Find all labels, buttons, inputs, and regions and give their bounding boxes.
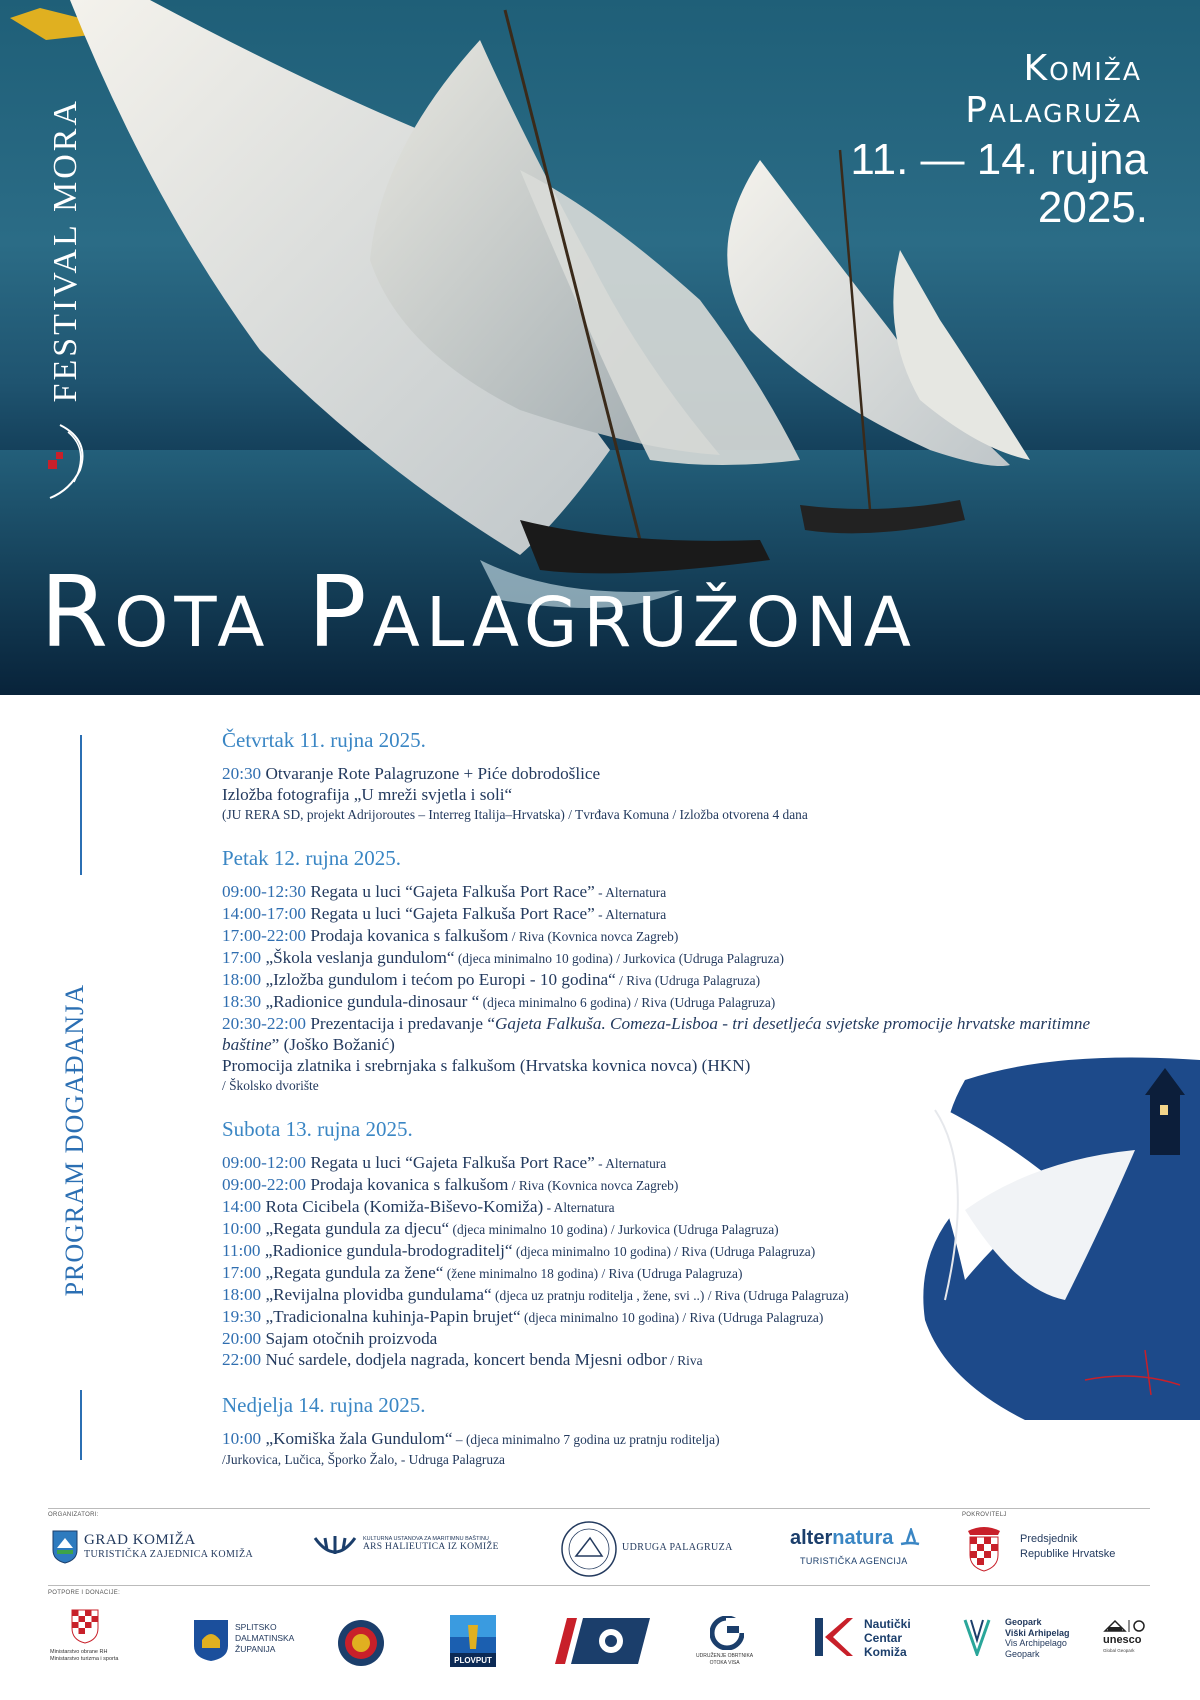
ministry-label: Ministarstvo obrane RH Ministarstvo turizma i sporta [50,1649,119,1662]
program-label: PROGRAM DOGAĐANJA [60,983,89,1297]
alternatura-sail-icon [899,1528,921,1546]
event-item: 14:00 Rota Cicibela (Komiža-Biševo-Komiža) - Alternatura [222,1197,615,1216]
udruga-palagruza-name: UDRUGA PALAGRUZA [622,1542,733,1553]
split-dalmatia-crest-icon [192,1618,230,1662]
location-heading: Komiža Palagruža [965,48,1142,131]
unesco-emblem-icon [1103,1619,1149,1633]
event-item: 20:00 Sajam otočnih proizvoda [222,1329,438,1348]
day-thursday [222,728,1122,824]
event-item: 17:00 „Škola veslanja gundulom“ (djeca minimalno 10 godina) / Jurkovica (Udruga Palagruza) [222,948,784,967]
day-title: Petak 12. rujna 2025. [222,846,402,870]
komiza-crest-icon [52,1530,78,1564]
event-note: /Jurkovica, Lučica, Šporko Žalo, - Udruga Palagruza [222,1452,505,1467]
event-item: Promocija zlatnika i srebrnjaka s falkušom (Hrvatska kovnica novca) (HKN) [222,1056,751,1075]
udruga-palagruza-emblem [560,1520,618,1578]
craftsmen-association-icon [710,1616,744,1650]
event-item: 19:30 „Tradicionalna kuhinja-Papin brujet“ (djeca minimalno 10 godina) / Riva (Udruga Palagruza) [222,1307,824,1326]
unesco-subtitle: Global Geopark [1103,1648,1135,1653]
croatia-crest-icon [70,1608,100,1644]
maritime-emblem-icon [336,1618,386,1668]
event-item: 18:00 „Izložba gundulom i tećom po Europi - 10 godina“ / Riva (Udruga Palagruza) [222,970,761,989]
event-item: 18:00 „Revijalna plovidba gundulama“ (djeca uz pratnju roditelja , žene, svi ..) / Riva (Udruga Palagruza) [222,1285,849,1304]
ars-halieutica-icon [312,1532,358,1562]
day-friday [222,846,1122,1095]
day-title: Četvrtak 11. rujna 2025. [222,728,426,752]
event-item: 20:30-22:00 Prezentacija i predavanje “Gajeta Falkuša. Comeza-Lisboa - tri desetljeća svjetske promocije hrvatske maritimne baštine” (Joško Božanić) [222,1014,1091,1054]
event-item: 10:00 „Regata gundula za djecu“ (djeca minimalno 10 godina) / Jurkovica (Udruga Palagruza) [222,1219,779,1238]
festival-name: FESTIVAL MORA [47,97,84,403]
event-item: 17:00-22:00 Prodaja kovanica s falkušom / Riva (Kovnica novca Zagreb) [222,926,679,945]
event-note: (JU RERA SD, projekt Adrijoroutes – Interreg Italija–Hrvatska) / Tvrđava Komuna / Izložba otvorena 4 dana [222,807,808,822]
organizers-label: ORGANIZATORI: [48,1512,99,1518]
event-item: 11:00 „Radionice gundula-brodograditelj“ (djeca minimalno 10 godina) / Riva (Udruga Palagruza) [222,1241,816,1260]
geopark-logo-icon [963,1618,991,1656]
event-item: 20:30 Otvaranje Rote Palagruzone + Piće dobrodošlice [222,764,601,783]
side-divider-top [80,735,82,875]
support-label: POTPORE I DONACIJE: [48,1590,121,1596]
event-item: 10:00 „Komiška žala Gundulom“ – (djeca minimalno 7 godina uz pratnju roditelja) [222,1429,720,1448]
program-schedule [222,728,1122,1491]
coast-guard-logo-icon [555,1618,650,1664]
geopark-label: Geopark Viški Arhipelag Vis Archipelago Geopark [1005,1617,1070,1659]
day-saturday [222,1117,1122,1371]
hero-image [0,0,1200,695]
president-label: Predsjednik Republike Hrvatske [1020,1533,1116,1560]
event-item: 09:00-12:00 Regata u luci “Gajeta Falkuša Port Race” - Alternatura [222,1153,667,1172]
event-item: 18:30 „Radionice gundula-dinosaur “ (djeca minimalno 6 godina) / Riva (Udruga Palagruza) [222,992,776,1011]
craftsmen-label: UDRUŽENJE OBRTNIKA OTOKA VISA [696,1653,754,1666]
plovput-logo-icon [450,1615,496,1667]
event-item: Izložba fotografija „U mreži svjetla i soli“ [222,785,513,804]
president-coat-of-arms-icon [964,1525,1004,1573]
unesco-label: unesco [1103,1634,1142,1646]
event-item: 09:00-12:30 Regata u luci “Gajeta Falkuša Port Race” - Alternatura [222,882,667,901]
event-item: 14:00-17:00 Regata u luci “Gajeta Falkuša Port Race” - Alternatura [222,904,667,923]
grad-komiza-logo: GRAD KOMIŽA TURISTIČKA ZAJEDNICA KOMIŽA [84,1532,254,1560]
day-title: Subota 13. rujna 2025. [222,1117,413,1141]
plovput-text: PLOVPUT [454,1656,492,1665]
sponsor-divider [48,1585,1150,1586]
split-dalmatia-label: SPLITSKO DALMATINSKA ŽUPANIJA [235,1622,295,1654]
side-divider-bottom [80,1390,82,1460]
event-note: / Školsko dvorište [222,1078,319,1093]
event-item: 09:00-22:00 Prodaja kovanica s falkušom / Riva (Kovnica novca Zagreb) [222,1175,679,1194]
ars-halieutica-logo: KULTURNA USTANOVA ZA MARITIMNU BAŠTINU ARS HALIEUTICA IZ KOMIŽE [363,1536,499,1552]
patron-label: POKROVITELJ [962,1512,1007,1518]
event-item: 22:00 Nuć sardele, dodjela nagrada, koncert benda Mjesni odbor / Riva [222,1350,703,1369]
day-title: Nedjelja 14. rujna 2025. [222,1393,426,1417]
alternatura-subtitle: TURISTIČKA AGENCIJA [800,1556,908,1566]
festival-logo-icon [40,420,100,502]
sponsor-divider [48,1508,1150,1509]
event-item: 17:00 „Regata gundula za žene“ (žene minimalno 18 godina) / Riva (Udruga Palagruza) [222,1263,743,1282]
nautical-center-label: Nautički Centar Komiža [864,1617,911,1659]
day-sunday [222,1393,1122,1469]
event-title: Rota Palagružona [40,556,917,670]
nautical-center-logo-icon [813,1616,855,1658]
festival-dates: 11. — 14. rujna 2025. [850,135,1148,232]
alternatura-logo: alternatura [790,1527,921,1550]
